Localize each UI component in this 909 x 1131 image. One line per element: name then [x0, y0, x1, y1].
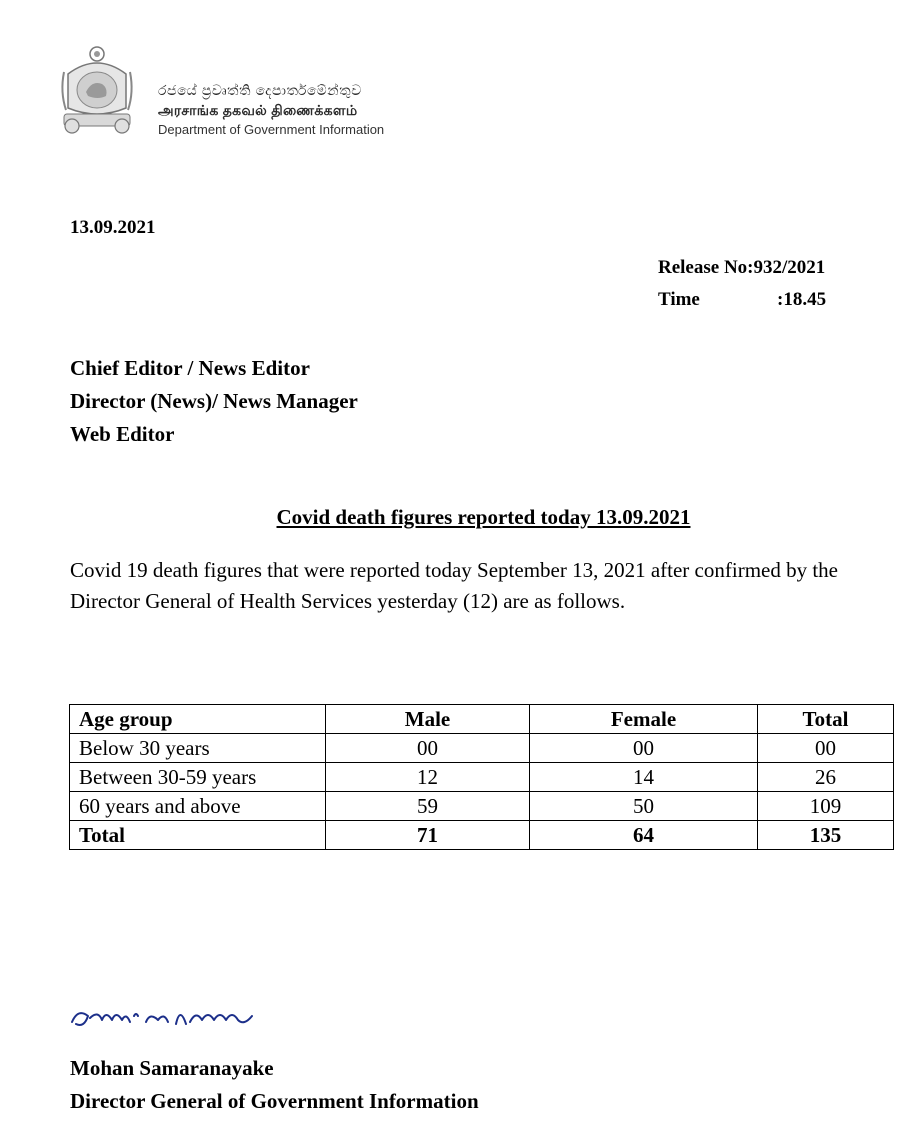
recipient-list: [70, 352, 358, 451]
table-cell: 71: [326, 821, 530, 850]
table-cell: Between 30-59 years: [70, 763, 326, 792]
release-number: 932/2021: [753, 257, 826, 278]
document-title: Covid death figures reported today 13.09.2021: [276, 505, 691, 529]
body-paragraph: Covid 19 death figures that were reported today September 13, 2021 after confirmed by the Director General of Health Services yesterday (12) are as follows.: [70, 558, 839, 613]
signer-name: Mohan Samaranayake: [70, 1056, 274, 1080]
signer-designation: Director General of Government Information: [70, 1089, 479, 1113]
recipient-item: Web Editor: [70, 422, 175, 446]
table-cell: 26: [758, 763, 894, 792]
column-header: Age group: [70, 705, 326, 734]
table-cell: 00: [326, 734, 530, 763]
release-number-label: Release No:: [658, 257, 754, 278]
letterhead: [58, 44, 478, 144]
table-cell: 60 years and above: [70, 792, 326, 821]
column-header: Male: [326, 705, 530, 734]
release-number-line: [658, 252, 826, 284]
table-cell: 00: [530, 734, 758, 763]
table-cell: Below 30 years: [70, 734, 326, 763]
recipient-item: Chief Editor / News Editor: [70, 356, 310, 380]
table-cell: 50: [530, 792, 758, 821]
table-cell: 64: [530, 821, 758, 850]
dept-name-english: Department of Government Information: [158, 122, 385, 137]
table-cell: 135: [758, 821, 894, 850]
recipient-item: Director (News)/ News Manager: [70, 389, 358, 413]
release-info: [658, 252, 826, 316]
table-cell: 12: [326, 763, 530, 792]
table-cell: 00: [758, 734, 894, 763]
column-header: Total: [758, 705, 894, 734]
release-date: 13.09.2021: [70, 217, 156, 238]
dept-name-sinhala: රජයේ ප්‍රවෘත්ති දෙපාර්තමේන්තුව: [158, 82, 362, 98]
table-row: [70, 734, 894, 763]
release-time-label: Time: [658, 289, 700, 310]
death-figures-table: [69, 704, 894, 850]
column-header: Female: [530, 705, 758, 734]
table-cell: 14: [530, 763, 758, 792]
signer-block: [70, 1052, 479, 1118]
sri-lanka-emblem-icon: [58, 44, 136, 136]
handwritten-signature: [68, 996, 328, 1042]
release-time-line: [658, 284, 826, 316]
table-row: [70, 763, 894, 792]
table-header-row: [70, 705, 894, 734]
release-time: :18.45: [777, 289, 827, 310]
table-row: [70, 792, 894, 821]
table-cell: 109: [758, 792, 894, 821]
table-cell: 59: [326, 792, 530, 821]
table-cell: Total: [70, 821, 326, 850]
dept-name-tamil: அரசாங்க தகவல் திணைக்களம்: [158, 102, 358, 118]
department-name: [158, 80, 384, 140]
document-title-wrapper: [0, 505, 909, 530]
table-total-row: [70, 821, 894, 850]
